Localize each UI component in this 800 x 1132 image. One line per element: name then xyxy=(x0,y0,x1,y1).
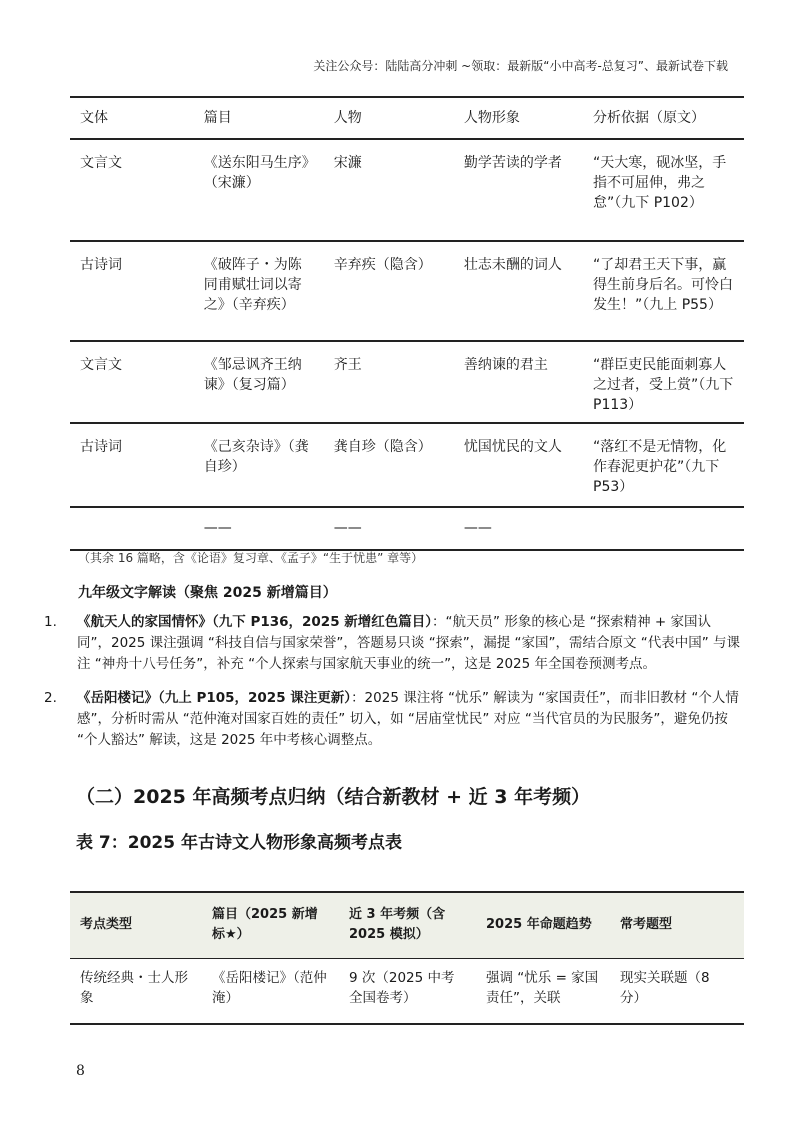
column-header: 常考题型 xyxy=(610,892,744,958)
list-item-body: ：“航天员” 形象的核心是 “探索精神 + 家国认同”，2025 课注强调 “科技自信与国家荣誉”，答题易只谈 “探索”，漏提 “家国”，需结合原文 “代表中国” 与课注 “神舟十八号任务”，补充 “个人探索与国家航天事业的统一”，这是 2025 年全国卷预测考点。 xyxy=(77,614,741,672)
list-item-number: 2. xyxy=(44,690,57,706)
list-item-lead: 《岳阳楼记》（九上 P105，2025 课注更新） xyxy=(77,690,352,706)
interpretation-list xyxy=(44,612,744,764)
table-title: 表 7：2025 年古诗文人物形象高频考点表 xyxy=(76,833,402,853)
column-header: 人物形象 xyxy=(454,97,583,139)
table-row xyxy=(70,139,744,241)
table-cell: 文言文 xyxy=(70,139,194,241)
section-heading: （二）2025 年高频考点归纳（结合新教材 + 近 3 年考频） xyxy=(76,786,591,808)
table-cell: 文言文 xyxy=(70,341,194,423)
list-item xyxy=(44,688,744,751)
table-cell: —— xyxy=(194,507,324,550)
section-title: 九年级文字解读（聚焦 2025 新增篇目） xyxy=(78,585,337,601)
column-header: 近 3 年考频（含 2025 模拟） xyxy=(339,892,476,958)
table-cell xyxy=(583,507,744,550)
table-cell: “落红不是无情物，化作春泥更护花”（九下 P53） xyxy=(583,423,744,507)
table-header-row xyxy=(70,892,744,958)
table-cell: 古诗词 xyxy=(70,241,194,341)
table-cell: 现实关联题（8 分） xyxy=(610,958,744,1024)
table-cell: 壮志未酬的词人 xyxy=(454,241,583,341)
list-item-number: 1. xyxy=(44,614,57,630)
exam-points-table xyxy=(70,891,744,1025)
table-cell: 忧国忧民的文人 xyxy=(454,423,583,507)
column-header: 人物 xyxy=(324,97,454,139)
column-header: 文体 xyxy=(70,97,194,139)
table-cell: “了却君王天下事，赢得生前身后名。可怜白发生！”（九上 P55） xyxy=(583,241,744,341)
table-cell: 《送东阳马生序》（宋濂） xyxy=(194,139,324,241)
table-cell: “群臣吏民能面刺寡人之过者，受上赏”（九下 P113） xyxy=(583,341,744,423)
table-cell: 传统经典・士人形象 xyxy=(70,958,202,1024)
character-analysis-table xyxy=(70,96,744,551)
page-number: 8 xyxy=(76,1063,85,1079)
table-row xyxy=(70,241,744,341)
table-cell: —— xyxy=(324,507,454,550)
table-row xyxy=(70,341,744,423)
table-cell: 宋濂 xyxy=(324,139,454,241)
column-header: 篇目（2025 新增标★） xyxy=(202,892,339,958)
list-item xyxy=(44,612,744,675)
table-footnote: （其余 16 篇略，含《论语》复习章、《孟子》“生于忧患” 章等） xyxy=(78,551,424,565)
table-cell: 《破阵子・为陈同甫赋壮词以寄之》（辛弃疾） xyxy=(194,241,324,341)
table-cell xyxy=(70,507,194,550)
page-header: 关注公众号：陆陆高分冲刺 ~领取：最新版“小中高考-总复习”、最新试卷下载 xyxy=(313,59,728,73)
table-cell: 强调 “忧乐 = 家国责任”，关联 xyxy=(476,958,610,1024)
column-header: 篇目 xyxy=(194,97,324,139)
table-header-row xyxy=(70,97,744,139)
table-cell: —— xyxy=(454,507,583,550)
table-row xyxy=(70,423,744,507)
table-row xyxy=(70,958,744,1024)
table-cell: 《己亥杂诗》（龚自珍） xyxy=(194,423,324,507)
list-item-body: ：2025 课注将 “忧乐” 解读为 “家国责任”，而非旧教材 “个人情感”，分析时需从 “范仲淹对国家百姓的责任” 切入，如 “居庙堂忧民” 对应 “当代官员的为民服务”，避免仍按 “个人豁达” 解读，这是 2025 年中考核心调整点。 xyxy=(77,690,739,748)
list-item-lead: 《航天人的家国情怀》（九下 P136，2025 新增红色篇目） xyxy=(77,614,433,630)
table-cell: 9 次（2025 中考全国卷考） xyxy=(339,958,476,1024)
table-cell: 勤学苦读的学者 xyxy=(454,139,583,241)
column-header: 考点类型 xyxy=(70,892,202,958)
table-cell: 《岳阳楼记》（范仲淹） xyxy=(202,958,339,1024)
table-cell: 龚自珍（隐含） xyxy=(324,423,454,507)
column-header: 2025 年命题趋势 xyxy=(476,892,610,958)
table-row xyxy=(70,507,744,550)
table-cell: 善纳谏的君主 xyxy=(454,341,583,423)
table-cell: 齐王 xyxy=(324,341,454,423)
table-cell: 辛弃疾（隐含） xyxy=(324,241,454,341)
table-cell: 古诗词 xyxy=(70,423,194,507)
table-cell: “天大寒，砚冰坚，手指不可屈伸，弗之怠”（九下 P102） xyxy=(583,139,744,241)
column-header: 分析依据（原文） xyxy=(583,97,744,139)
table-cell: 《邹忌讽齐王纳谏》（复习篇） xyxy=(194,341,324,423)
